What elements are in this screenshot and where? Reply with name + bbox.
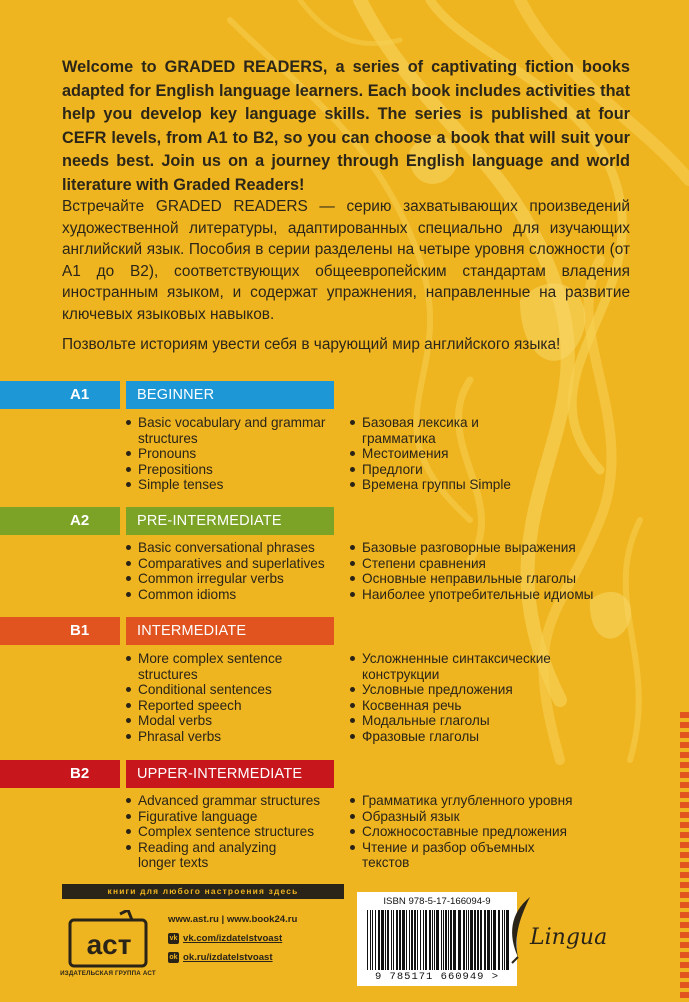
list-item: Pronouns [124,446,342,462]
list-item: Основные неправильные глаголы [348,571,648,587]
list-item: Условные предложения [348,682,648,698]
list-item [348,415,512,446]
level-b2-name: UPPER-INTERMEDIATE [137,766,303,782]
list-item: More complex sentence structures [124,651,342,682]
ast-logo-icon [68,910,150,970]
level-b1-list-en [124,651,342,745]
link-vk[interactable] [168,931,348,945]
level-a2-code: A2 [70,512,90,529]
link-web[interactable] [168,912,348,926]
list-item: Prepositions [124,462,342,478]
ok-icon: ok [169,953,178,961]
level-b1-code: B1 [70,622,90,639]
tagline-russian: Позвольте историям увести себя в чарующий мир английского языка! [62,336,561,353]
barcode-icon [365,910,511,970]
level-a2-name: PRE-INTERMEDIATE [137,513,282,529]
list-item: Common idioms [124,587,342,603]
list-item: Reading and analyzing longer texts [124,840,288,871]
list-item: Common irregular verbs [124,571,342,587]
level-b1-name-bar [126,617,334,645]
list-item: Усложненные синтаксические конструкции [348,651,592,682]
list-item: Comparatives and superlatives [124,556,342,572]
list-item: Сложносоставные предложения [348,824,648,840]
right-edge-stripes [680,712,689,1002]
level-b1-list-ru [348,651,648,745]
list-item: Reported speech [124,698,342,714]
list-item: Complex sentence structures [124,824,342,840]
link-ok[interactable] [168,950,348,964]
level-b2-list-ru [348,793,648,871]
list-item: Предлоги [348,462,648,478]
list-item: Advanced grammar structures [124,793,342,809]
vk-icon: vk [169,934,178,942]
link-web-text: www.ast.ru | www.book24.ru [168,913,298,925]
isbn-text: ISBN 978-5-17-166094-9 [383,896,491,907]
ast-logo-text: аст [86,929,132,960]
list-item: Местоимения [348,446,648,462]
barcode-digits: 9 785171 660949 > [374,971,500,983]
list-item: Basic vocabulary and grammar structures [124,415,342,446]
level-b2-list-en [124,793,342,871]
level-a1-name: BEGINNER [137,387,215,403]
ast-logo [68,910,150,970]
list-item: Phrasal verbs [124,729,342,745]
level-b2-code: B2 [70,765,90,782]
level-a1-list-en [124,415,342,493]
link-ok-text: ok.ru/izdatelstvoast [183,951,273,963]
list-item: Степени сравнения [348,556,648,572]
level-a2-code-bar [0,507,120,535]
intro-english: Welcome to GRADED READERS, a series of captivating fiction books adapted for English language learners. Each book includes activities that help you develop key language skills. The series is published at four CEFR levels, from A1 to B2, so you can choose a book that will suit your needs best. Join us on a journey through English language and world literature with Graded Readers! [62,58,630,194]
isbn-barcode-box [357,892,517,986]
list-item: Simple tenses [124,477,342,493]
level-a1-code-bar [0,381,120,409]
list-item: Basic conversational phrases [124,540,342,556]
list-item: Образный язык [348,809,648,825]
publisher-caption: ИЗДАТЕЛЬСКАЯ ГРУППА АСТ [60,970,156,977]
link-vk-text: vk.com/izdatelstvoast [183,932,283,944]
list-item: Modal verbs [124,713,342,729]
list-item: Времена группы Simple [348,477,648,493]
level-a2-list-en [124,540,342,602]
level-a2-list-ru [348,540,648,602]
level-b2-code-bar [0,760,120,788]
publisher-links [168,912,348,969]
level-b1-name: INTERMEDIATE [137,623,247,639]
list-item: Модальные глаголы [348,713,648,729]
list-item: Косвенная речь [348,698,648,714]
list-item: Базовые разговорные выражения [348,540,648,556]
level-a1-name-bar [126,381,334,409]
list-item: Наиболее употребительные идиомы [348,587,648,603]
list-item: Грамматика углубленного уровня [348,793,648,809]
lingua-logo [500,895,608,965]
slogan-text: книги для любого настроения здесь [107,886,299,896]
list-item: Фразовые глаголы [348,729,648,745]
intro-russian: Встречайте GRADED READERS — серию захватывающих произведений художественной литературы, адаптированных специально для изучающих английский язык. Пособия в серии разделены на четыре уровня сложности (от A1 до B2), соответствующих общеевропейским стандартам владения иностранным языком, и содержат упражнения, направленные на развитие ключевых языковых навыков. [62,198,630,323]
lingua-brand: Lingua [530,925,608,950]
slogan-strip [62,884,344,899]
level-a1-list-ru [348,415,648,493]
list-item: Чтение и разбор объемных текстов [348,840,537,871]
level-a1-code: A1 [70,386,90,403]
level-b2-name-bar [126,760,334,788]
list-item: Conditional sentences [124,682,342,698]
list-item: Figurative language [124,809,342,825]
level-b1-code-bar [0,617,120,645]
level-a2-name-bar [126,507,334,535]
list-item-text: Базовая лексика и грамматика [362,415,479,446]
